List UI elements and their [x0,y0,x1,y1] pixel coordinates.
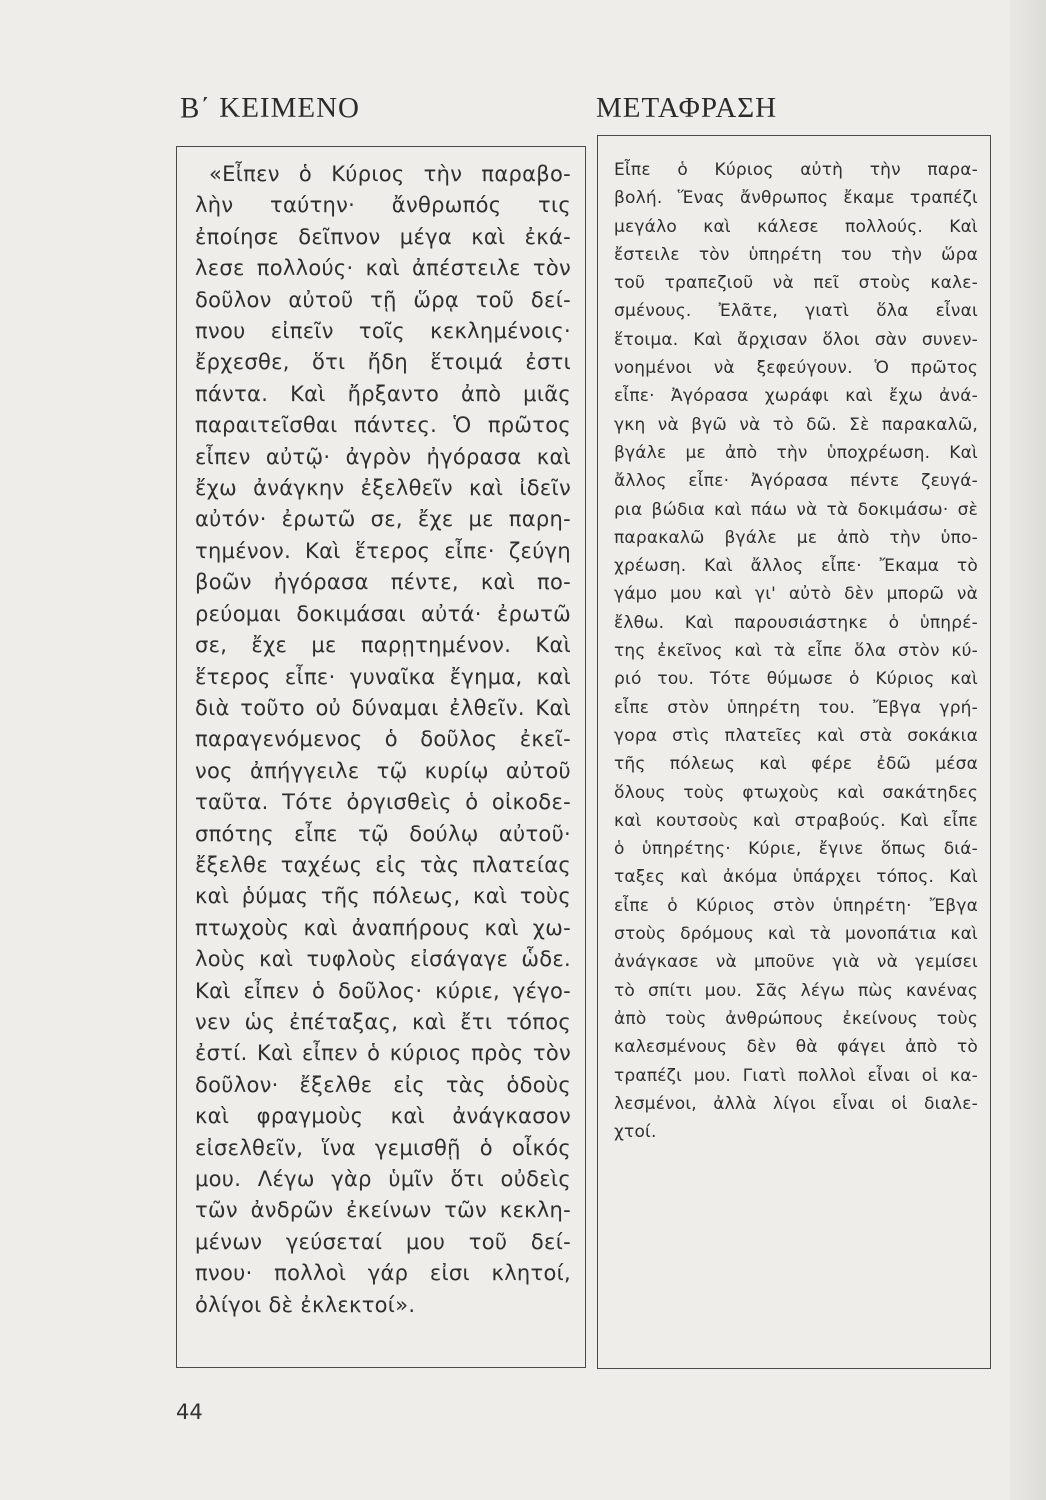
text-line: βολή. Ἕνας ἄνθρωπος ἔκαμε τραπέζι [614,188,978,209]
text-line: σμένους. Ἐλᾶτε, γιατὶ ὅλα εἶναι [614,301,978,322]
text-line: τῆς πόλεως καὶ φέρε ἐδῶ μέσα [614,754,978,775]
text-line: μου. Λέγω γὰρ ὑμῖν ὅτι οὐδεὶς [195,1167,571,1191]
text-line: μεγάλο καὶ κάλεσε πολλούς. Καὶ [614,216,978,237]
text-line: παρακαλῶ βγάλε με ἀπὸ τὴν ὑπο- [614,527,978,548]
text-line: τημένον. Καὶ ἕτερος εἶπε· ζεύγη [195,538,571,563]
text-line: γάμο μου καὶ γι' αὐτὸ δὲν μπορῶ νὰ [614,584,978,605]
text-line: εἶπε· Ἀγόρασα χωράφι καὶ ἔχω ἀνά- [614,386,978,407]
text-line: Εἶπε ὁ Κύριος αὐτὴ τὴν παρα- [614,160,978,180]
text-line: παραγενόμενος ὁ δοῦλος ἐκεῖ- [195,727,571,752]
text-line: πνου· πολλοὶ γάρ εἰσι κλητοί, [195,1261,571,1286]
text-line: ἔλθω. Καὶ παρουσιάστηκε ὁ ὑπηρέ- [614,612,978,633]
text-line: εἶπε ὁ Κύριος στὸν ὑπηρέτη· Ἔβγα [614,895,978,916]
text-line: ὁ ὑπηρέτης· Κύριε, ἔγινε ὅπως διά- [614,839,978,860]
text-line: καὶ κουτσοὺς καὶ στραβούς. Καὶ εἶπε [614,810,978,831]
text-line: στοὺς δρόμους καὶ τὰ μονοπάτια καὶ [614,924,978,945]
text-line: λὴν ταύτην· ἄνθρωπός τις [195,193,571,218]
text-line: βοῶν ἠγόρασα πέντε, καὶ πο- [195,570,571,595]
text-line: ρια βώδια καὶ πάω νὰ τὰ δοκιμάσω· σὲ [614,499,978,520]
text-line: ὅλους τοὺς φτωχοὺς καὶ σακάτηδες [614,782,978,803]
text-line: μένων γεύσεταί μου τοῦ δεί- [195,1229,571,1254]
text-line: σε, ἔχε με παρῃτημένον. Καὶ [195,633,571,658]
heading-translation: ΜΕΤΑΦΡΑΣΗ [596,92,778,124]
text-line: βγάλε με ἀπὸ τὴν ὑποχρέωση. Καὶ [614,442,978,463]
text-line: «Εἶπεν ὁ Κύριος τὴν παραβο- [209,162,571,186]
text-line: ταῦτα. Τότε ὀργισθεὶς ὁ οἰκοδε- [195,790,571,815]
text-line: πτωχοὺς καὶ ἀναπήρους καὶ χω- [195,915,571,940]
text-line: εἶπεν αὐτῷ· ἀγρὸν ἠγόρασα καὶ [195,444,571,469]
translation-text-box [597,135,991,1369]
heading-original-text: Β΄ ΚΕΙΜΕΝΟ [180,92,360,124]
text-line: καλεσμένους δὲν θὰ φάγει ἀπὸ τὸ [614,1037,978,1058]
text-line: δοῦλον αὐτοῦ τῇ ὥρᾳ τοῦ δεί- [195,287,571,312]
text-line: ἐστί. Καὶ εἶπεν ὁ κύριος πρὸς τὸν [195,1041,571,1066]
text-line: ἕτοιμα. Καὶ ἄρχισαν ὅλοι σὰν συνεν- [614,329,978,350]
text-line: λεσε πολλούς· καὶ ἀπέστειλε τὸν [195,256,571,281]
text-line: νοημένοι νὰ ξεφεύγουν. Ὁ πρῶτος [614,358,978,379]
text-line: ἔστειλε τὸν ὑπηρέτη του τὴν ὥρα [614,244,978,265]
text-line: ἔχω ἀνάγκην ἐξελθεῖν καὶ ἰδεῖν [195,476,571,501]
text-line: καὶ φραγμοὺς καὶ ἀνάγκασον [195,1104,571,1129]
text-line: πάντα. Καὶ ἤρξαντο ἀπὸ μιᾶς [195,381,571,406]
text-line: Καὶ εἶπεν ὁ δοῦλος· κύριε, γέγο- [195,978,571,1003]
text-line: διὰ τοῦτο οὐ δύναμαι ἐλθεῖν. Καὶ [195,695,571,720]
text-line: δοῦλον· ἔξελθε εἰς τὰς ὁδοὺς [195,1072,571,1097]
page-edge-shadow [1010,0,1046,1500]
text-line: ἔξελθε ταχέως εἰς τὰς πλατείας [195,852,571,877]
text-line: χτοί. [614,1122,657,1143]
text-line: τραπέζι μου. Γιατὶ πολλοὶ εἶναι οἱ κα- [614,1065,978,1086]
text-line: ταξες καὶ ἀκόμα ὑπάρχει τόπος. Καὶ [614,867,978,888]
text-line: τὸ σπίτι μου. Σᾶς λέγω πὼς κανένας [614,980,978,1001]
text-line: ἀπὸ τοὺς ἀνθρώπους ἐκείνους τοὺς [614,1008,978,1029]
text-line: εἶπε στὸν ὑπηρέτη του. Ἔβγα γρή- [614,697,978,718]
text-line: ριό του. Τότε θύμωσε ὁ Κύριος καὶ [614,669,978,690]
text-line: ἔρχεσθε, ὅτι ἤδη ἕτοιμά ἐστι [195,350,571,375]
text-line: αὐτόν· ἐρωτῶ σε, ἔχε με παρη- [195,507,571,532]
text-line: ρεύομαι δοκιμάσαι αὐτά· ἐρωτῶ [195,601,571,626]
text-line: γκη νὰ βγῶ νὰ τὸ δῶ. Σὲ παρακαλῶ, [614,414,978,435]
text-line: ἕτερος εἶπε· γυναῖκα ἔγημα, καὶ [195,664,571,689]
text-line: τῶν ἀνδρῶν ἐκείνων τῶν κεκλη- [195,1198,571,1223]
text-line: ἀνάγκασε νὰ μποῦνε γιὰ νὰ γεμίσει [614,952,978,973]
text-line: λεσμένοι, ἀλλὰ λίγοι εἶναι οἱ διαλε- [614,1093,978,1114]
text-line: ἐποίησε δεῖπνον μέγα καὶ ἐκά- [195,224,571,249]
text-line: καὶ ῥύμας τῆς πόλεως, καὶ τοὺς [195,884,571,909]
page-number: 44 [176,1400,203,1424]
text-line: νεν ὡς ἐπέταξας, καὶ ἔτι τόπος [195,1009,571,1034]
text-line: σπότης εἶπε τῷ δούλῳ αὐτοῦ· [195,821,571,846]
text-line: πνου εἰπεῖν τοῖς κεκλημένοις· [195,319,571,344]
text-line: ἄλλος εἶπε· Ἀγόρασα πέντε ζευγά- [614,471,978,492]
text-line: παραιτεῖσθαι πάντες. Ὁ πρῶτος [195,413,571,438]
text-line: λοὺς καὶ τυφλοὺς εἰσάγαγε ὧδε. [195,947,571,972]
text-line: της ἐκεῖνος καὶ τὰ εἶπε ὅλα στὸν κύ- [614,641,978,662]
text-line: νος ἀπήγγειλε τῷ κυρίῳ αὐτοῦ [195,758,571,783]
text-line: χρέωση. Καὶ ἄλλος εἶπε· Ἔκαμα τὸ [614,556,978,577]
text-line: τοῦ τραπεζιοῦ νὰ πεῖ στοὺς καλε- [614,273,978,294]
original-text-box [176,146,586,1368]
text-line: εἰσελθεῖν, ἵνα γεμισθῇ ὁ οἶκός [195,1135,571,1160]
text-line: ὀλίγοι δὲ ἐκλεκτοί». [195,1292,416,1317]
text-line: γορα στὶς πλατεῖες καὶ στὰ σοκάκια [614,725,978,746]
